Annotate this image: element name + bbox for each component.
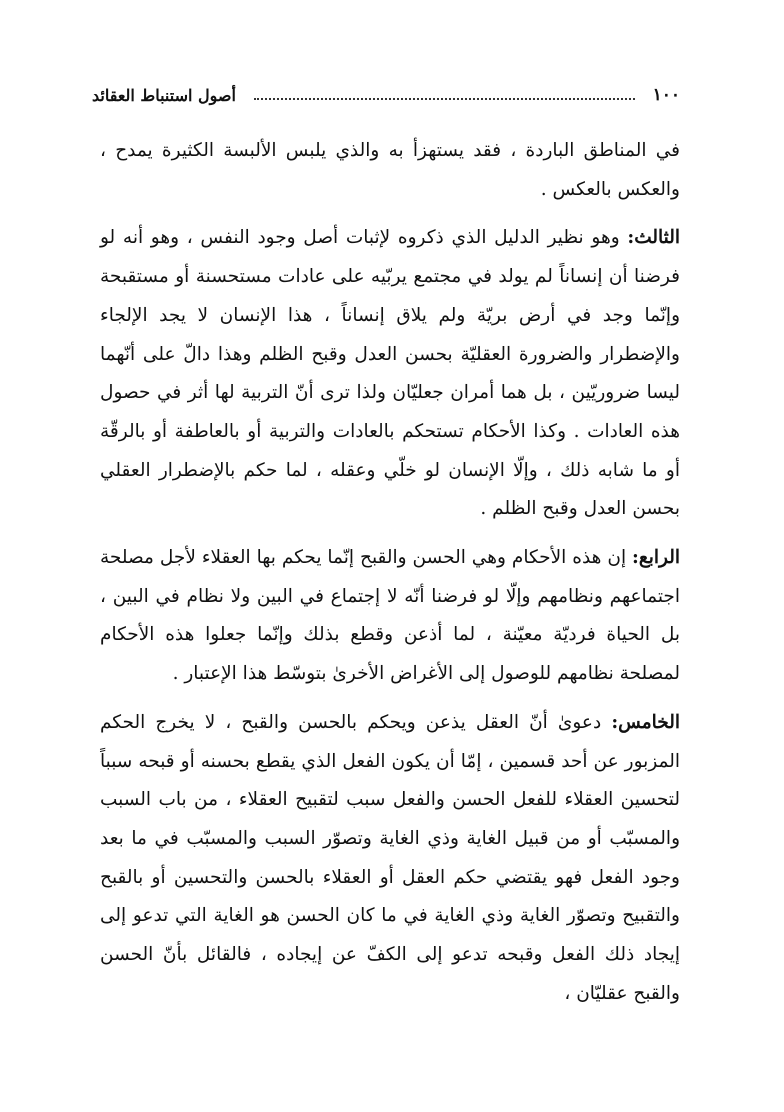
paragraph-lead: الرابع:	[632, 547, 680, 569]
running-header	[92, 83, 680, 107]
paragraph-text: إن هذه الأحكام وهي الحسن والقبح إنّما يحكم بها العقلاء لأجل مصلحة اجتماعهم ونظامهم وإلّا لو فرضنا أنّه لا إجتماع في البين ولا نظام في البين ، بل الحياة فرديّة معيّنة ، لما أذعن وقطع بذلك وإنّما جعلوا هذه الأحكام لمصلحة نظامهم للوصول إلى الأغراض الأخرىٰ بتوسّط هذا الإعتبار .	[100, 547, 680, 685]
paragraph-third	[100, 219, 680, 529]
paragraph-lead: الخامس:	[611, 711, 680, 733]
paragraph-text: وهو نظير الدليل الذي ذكروه لإثبات أصل وجود النفس ، وهو أنه لو فرضنا أن إنساناً لم يولد في مجتمع يربّيه على عادات مستحسنة أو مستقبحة وإنّما وجد في أرض بريّة ولم يلاق إنساناً ، هذا الإنسان لا يجد الإلجاء والإضطرار والضرورة العقليّة بحسن العدل وقبح الظلم وهذا دالّ على أنّهما ليسا ضروريّين ، بل هما أمران جعليّان ولذا ترى أنّ التربية لها أثر في حصول هذه العادات . وكذا الأحكام تستحكم بالعادات والتربية أو بالعاطفة أو بالرقّة أو ما شابه ذلك ، وإلّا الإنسان لو خلّي وعقله ، لما حكم بالإضطرار العقلي بحسن العدل وقبح الظلم .	[100, 227, 680, 520]
header-dotted-leader	[254, 98, 635, 100]
body-text	[100, 132, 680, 1023]
paragraph-text: في المناطق الباردة ، فقد يستهزأ به والذي يلبس الألبسة الكثيرة يمدح ، والعكس بالعكس .	[100, 140, 680, 200]
page-number: ١٠٠	[652, 85, 680, 105]
paragraph-text: دعوىٰ أنّ العقل يذعن ويحكم بالحسن والقبح ، لا يخرج الحكم المزبور عن أحد قسمين ، إمّا أن يكون الفعل الذي يقطع بحسنه أو قبحه سبباً لتحسين العقلاء للفعل الحسن والفعل سبب لتقبيح العقلاء ، من باب السبب والمسبّب أو من قبيل الغاية وذي الغاية وتصوّر السبب والمسبّب في ما بعد وجود الفعل فهو يقتضي حكم العقل أو العقلاء بالحسن والتحسين أو بالقبح والتقبيح وتصوّر الغاية وذي الغاية في ما كان الحسن هو الغاية التي تدعو إلى إيجاد ذلك الفعل وقبحه تدعو إلى الكفّ عن إيجاده ، فالقائل بأنّ الحسن والقبح عقليّان ،	[100, 711, 680, 1004]
running-title: أصول استنباط العقائد	[92, 85, 236, 105]
paragraph-fifth	[100, 704, 680, 1014]
paragraph-fourth	[100, 539, 680, 694]
paragraph-continuation	[100, 132, 680, 209]
paragraph-lead: الثالث:	[627, 227, 680, 249]
